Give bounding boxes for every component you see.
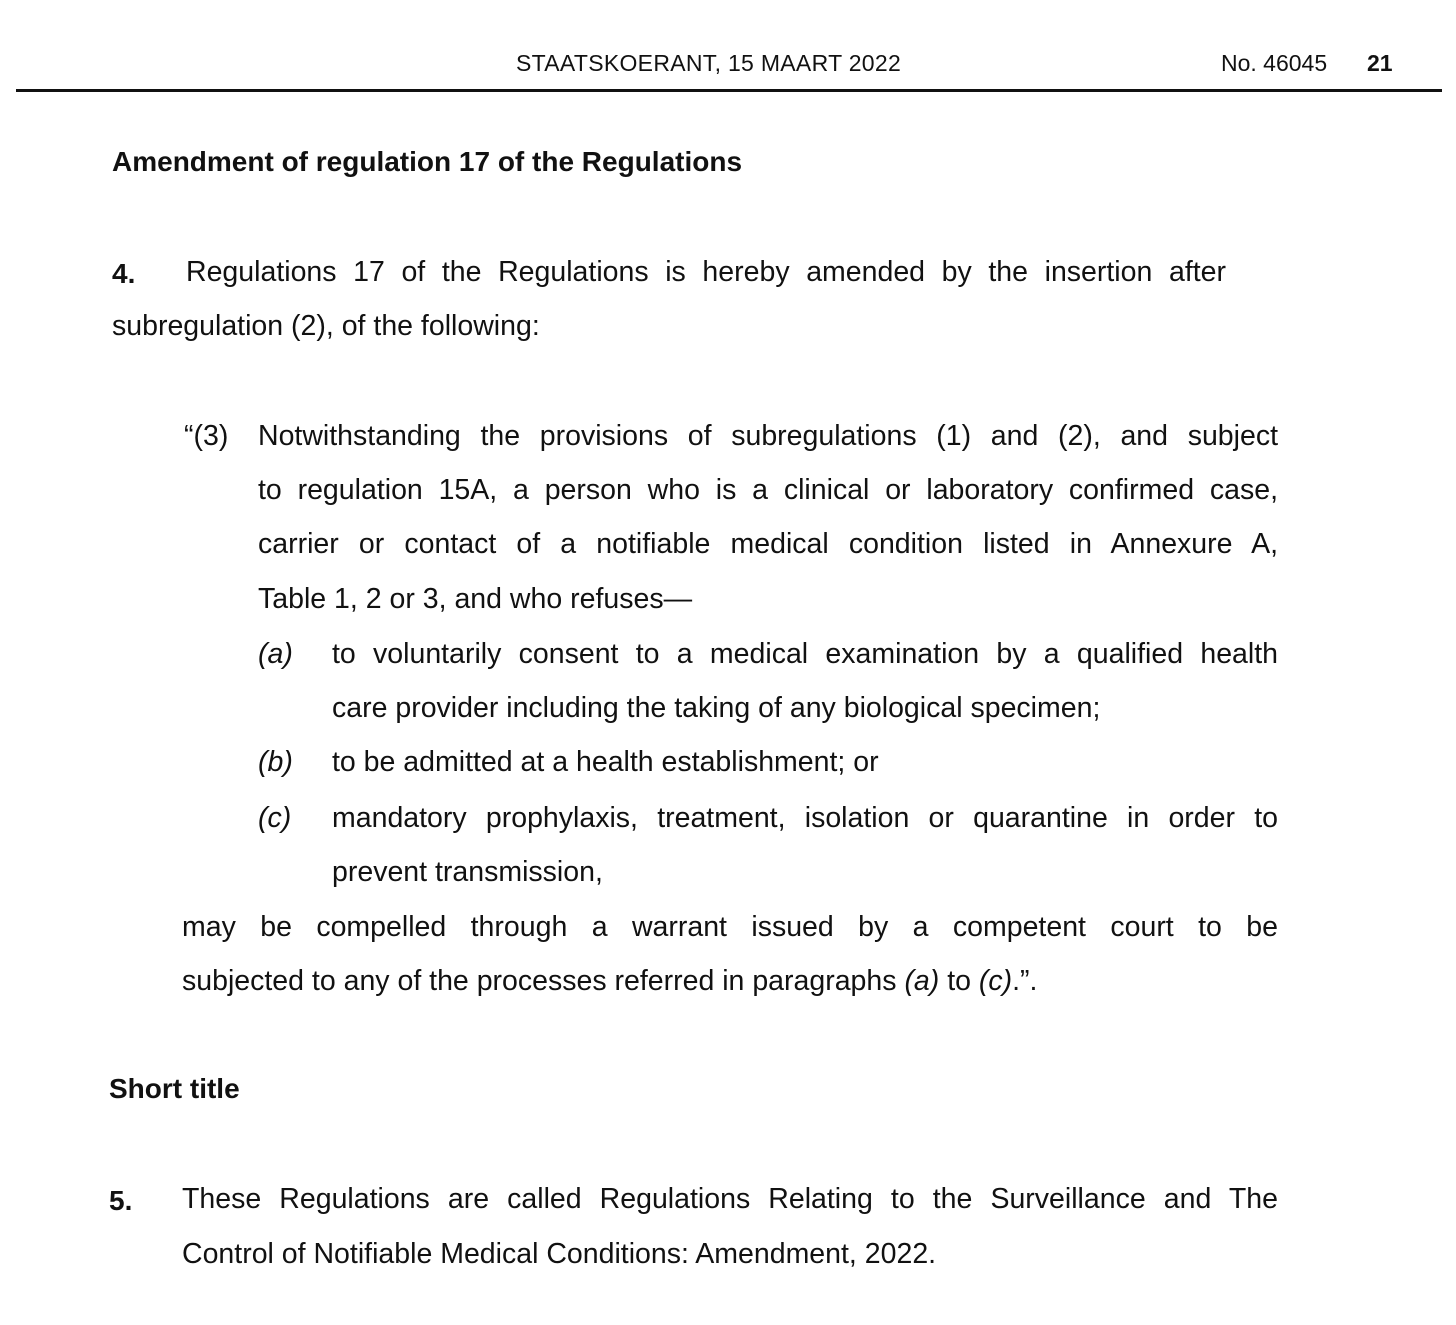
section-4-number: 4. [112,258,136,289]
section-5-line-1: These Regulations are called Regulations Relating to the Surveillance and The [182,1183,1278,1215]
section-5-heading: Short title [109,1073,240,1104]
section-4-heading: Amendment of regulation 17 of the Regulations [112,146,743,177]
subregulation-3-line-2: to regulation 15A, a person who is a clinical or laboratory confirmed case, [258,474,1278,506]
header-rule [16,89,1442,92]
closing-line-2 [182,965,1037,998]
paragraph-b-label: (b) [258,746,293,778]
section-4-intro-line-2: subregulation (2), of the following: [112,310,540,342]
section-4-intro-line-1: Regulations 17 of the Regulations is hereby amended by the insertion after [186,256,1226,288]
closing-line-2-text: subjected to any of the processes referred in paragraphs [182,965,905,997]
section-5-number: 5. [109,1185,133,1216]
paragraph-a-line-1: to voluntarily consent to a medical examination by a qualified health [332,638,1278,670]
subregulation-3-label: “(3) [184,420,229,452]
gazette-header [0,0,1456,92]
gazette-number: No. 46045 [1221,50,1328,76]
page-number: 21 [1367,50,1393,76]
subregulation-3-line-3: carrier or contact of a notifiable medical condition listed in Annexure A, [258,528,1278,560]
section-5-line-2: Control of Notifiable Medical Conditions: Amendment, 2022. [182,1238,937,1270]
closing-to: to [939,965,979,997]
paragraph-c-line-1: mandatory prophylaxis, treatment, isolation or quarantine in order to [332,802,1278,834]
paragraph-c-reference: (c) [978,965,1013,997]
paragraph-a-line-2: care provider including the taking of any biological specimen; [332,692,1101,724]
subregulation-3-line-4: Table 1, 2 or 3, and who refuses— [258,583,693,615]
gazette-title: STAATSKOERANT, 15 MAART 2022 [516,50,902,76]
paragraph-c-line-2: prevent transmission, [332,856,603,888]
paragraph-a-reference: (a) [904,965,940,997]
closing-line-1: may be compelled through a warrant issued by a competent court to be [182,911,1278,943]
paragraph-b-line-1: to be admitted at a health establishment; or [332,746,879,778]
closing-quote-end: .”. [1012,965,1038,997]
paragraph-c-label: (c) [258,802,292,834]
paragraph-a-label: (a) [258,638,293,670]
subregulation-3-line-1: Notwithstanding the provisions of subregulations (1) and (2), and subject [258,420,1278,452]
